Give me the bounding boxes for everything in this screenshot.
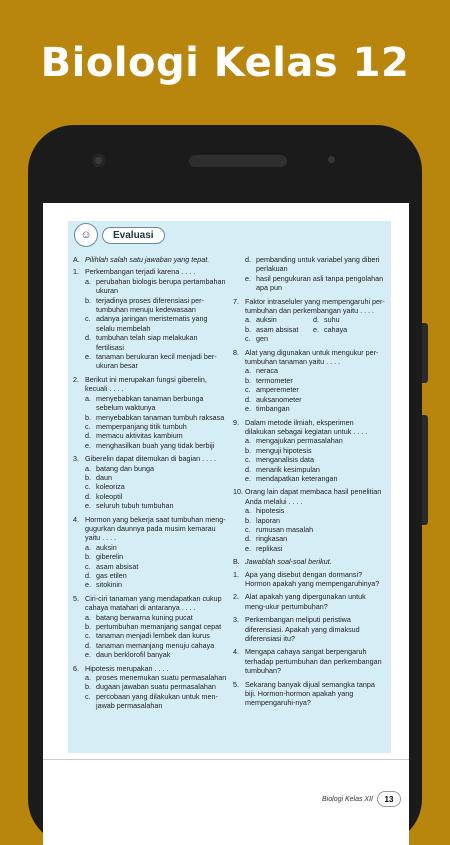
answer-option	[73, 543, 227, 552]
option-letter: e.	[245, 273, 251, 283]
question-9	[233, 418, 386, 484]
question-5	[73, 594, 227, 660]
question-stem	[73, 594, 227, 613]
answer-option	[313, 334, 381, 343]
option-letter: d.	[85, 491, 91, 501]
option-letter: e.	[245, 543, 251, 553]
phone-frame	[28, 125, 422, 845]
option-text: hipotesis	[256, 506, 285, 516]
option-text: pertumbuhan memanjang sangat cepat	[96, 622, 222, 632]
speaker-grille	[189, 155, 287, 167]
power-button	[422, 323, 428, 383]
question-3	[73, 454, 227, 510]
option-letter: d.	[245, 394, 251, 404]
question-number: 5.	[233, 679, 239, 689]
option-text: cahaya	[324, 324, 348, 334]
option-text: batang dan bunga	[96, 463, 154, 473]
answer-option	[73, 552, 227, 561]
option-letter: b.	[85, 472, 91, 482]
option-letter: b.	[245, 375, 251, 385]
option-letter: b.	[85, 682, 91, 692]
option-letter: b.	[85, 412, 91, 422]
question-text: Faktor intraseluler yang mempengaruhi per-tumbuhan dan perkembangan yaitu . . . .	[245, 296, 385, 316]
option-letter: e.	[85, 580, 91, 590]
question-text: Perkembangan terjadi karena . . . .	[85, 267, 196, 277]
essay-question	[233, 592, 386, 611]
option-text: daun	[96, 472, 112, 482]
answer-option	[233, 395, 386, 404]
question-text: Alat yang digunakan untuk mengukur per-tumbuhan tanaman yaitu . . . .	[245, 347, 379, 367]
answer-option	[73, 613, 227, 622]
section-a-letter: A.	[73, 255, 80, 264]
question-number: 4.	[73, 514, 79, 524]
option-letter: b.	[245, 515, 251, 525]
answer-option	[233, 525, 386, 534]
option-text: auksanometer	[256, 394, 302, 404]
option-letter: a.	[245, 366, 251, 376]
q6-continued	[233, 255, 386, 293]
option-letter: b.	[85, 295, 91, 305]
section-b-heading	[233, 557, 386, 566]
question-text: Mengapa cahaya sangat berpengaruh terhadap pertumbuhan dan perkembangan tumbuhan?	[245, 647, 382, 676]
answer-option	[233, 274, 386, 293]
answer-option	[73, 277, 227, 296]
option-text: termometer	[256, 375, 293, 385]
question-number: 9.	[233, 417, 239, 427]
option-text: mengajukan permasalahan	[256, 436, 343, 446]
option-text: replikasi	[256, 543, 283, 553]
option-row	[233, 334, 386, 343]
answer-option	[73, 422, 227, 431]
option-letter: e.	[85, 352, 91, 362]
answer-option	[233, 506, 386, 515]
question-number: 4.	[233, 647, 239, 657]
answer-option	[233, 436, 386, 445]
page-footer	[322, 791, 401, 807]
option-letter	[313, 334, 324, 343]
answer-option	[73, 352, 227, 371]
option-letter: a.	[245, 315, 251, 325]
question-number: 8.	[233, 347, 239, 357]
question-number: 6.	[73, 663, 79, 673]
option-letter: a.	[85, 393, 91, 403]
question-text: Sekarang banyak dijual semangka tanpa biji. Hormon-hormon apakah yang mempengaruhi-nya?	[245, 679, 375, 708]
option-row	[233, 325, 386, 334]
left-column	[73, 255, 227, 715]
option-letter: e.	[245, 404, 251, 414]
answer-option	[73, 394, 227, 413]
question-text: Hormon yang bekerja saat tumbuhan meng-gugurkan daunnya pada musim kemarau yaitu . . . .	[85, 514, 226, 543]
essay-stem	[233, 592, 386, 611]
answer-option	[233, 474, 386, 483]
left-questions	[73, 267, 227, 710]
option-text: seluruh tubuh tumbuhan	[96, 501, 174, 511]
footer-book-title: Biologi Kelas XII	[322, 795, 373, 803]
option-text: sitokinin	[96, 580, 122, 590]
answer-option	[73, 482, 227, 491]
option-letter: a.	[85, 612, 91, 622]
answer-option	[233, 366, 386, 375]
option-text: hasil pengukuran asli tanpa pengolahan apa pun	[256, 273, 384, 293]
option-letter: c.	[85, 421, 91, 431]
option-letter: e.	[85, 501, 91, 511]
question-4	[73, 515, 227, 590]
answer-option	[245, 325, 313, 334]
essay-question	[233, 647, 386, 675]
page-number: 13	[377, 791, 401, 807]
option-text: pembanding untuk variabel yang diberi perlakuan	[256, 255, 380, 274]
question-text: Berikut ini merupakan fungsi giberelin, kecuali . . . .	[85, 374, 207, 394]
answer-option	[73, 562, 227, 571]
question-text: Perkembangan meliputi peristiwa diferensiasi. Apakah yang dimaksud diferensiasi itu?	[245, 615, 360, 644]
option-text: batang berwarna kuning pucat	[96, 612, 193, 622]
option-letter: a.	[85, 542, 91, 552]
option-letter: e.	[85, 440, 91, 450]
question-stem	[73, 664, 227, 673]
option-text: menghasilkan buah yang tidak berbiji	[96, 440, 215, 450]
section-b-letter: B.	[233, 557, 240, 567]
section-header	[68, 221, 165, 249]
option-text: terjadinya proses diferensiasi per-tumbuhan menuju kedewasaan	[96, 295, 204, 315]
question-number: 5.	[73, 593, 79, 603]
option-text: perubahan biologis berupa pertambahan ukuran	[96, 276, 226, 296]
section-b-instruction: Jawablah soal-soal berikut.	[245, 557, 332, 567]
option-text: suhu	[324, 315, 340, 325]
question-1	[73, 267, 227, 370]
option-letter: a.	[85, 673, 91, 683]
question-text: Hipotesis merupakan . . . .	[85, 663, 169, 673]
answer-option	[73, 464, 227, 473]
answer-option	[73, 682, 227, 691]
option-text: tanaman menjadi lembek dan kurus	[96, 631, 210, 641]
section-title: Evaluasi	[102, 227, 165, 244]
option-text: menguji hipotesis	[256, 445, 312, 455]
right-column	[233, 255, 386, 712]
student-icon: ☺	[74, 223, 98, 247]
question-text: Alat apakah yang dipergunakan untuk meng-ukur pertumbuhan?	[245, 592, 366, 611]
option-letter: c.	[245, 334, 251, 344]
answer-option	[73, 296, 227, 315]
right-questions	[233, 348, 386, 554]
option-text: gas etilen	[96, 571, 127, 580]
option-text: auksin	[96, 542, 117, 552]
question-text: Apa yang disebut dengan dormansi? Hormon apakah yang mempengaruhinya?	[245, 569, 380, 588]
question-text: Ciri-ciri tanaman yang mendapatkan cukup cahaya matahari di antaranya . . . .	[85, 593, 222, 613]
option-text: tanaman memanjang menuju cahaya	[96, 640, 215, 650]
banner	[0, 0, 450, 125]
question-number: 2.	[73, 374, 79, 384]
answer-option	[233, 255, 386, 274]
option-row	[233, 315, 386, 324]
option-text: menarik kesimpulan	[256, 464, 320, 474]
option-letter: b.	[85, 552, 91, 562]
phone-screen[interactable]	[43, 203, 409, 845]
essay-questions	[233, 570, 386, 708]
question-6	[73, 664, 227, 711]
essay-stem	[233, 680, 386, 708]
essay-question	[233, 570, 386, 589]
option-letter: b.	[85, 622, 91, 632]
page-divider	[43, 759, 409, 760]
answer-option	[73, 473, 227, 482]
answer-option	[73, 501, 227, 510]
answer-option	[233, 516, 386, 525]
option-text: tumbuhan telah siap melakukan fertilisasi	[96, 333, 198, 352]
option-text: koleoptil	[96, 491, 123, 501]
option-letter: c.	[85, 314, 91, 324]
answer-option	[73, 333, 227, 352]
question-text: Orang lain dapat membaca hasil penelitian Anda melalui . . . .	[245, 487, 382, 506]
option-text: rumusan masalah	[256, 524, 314, 534]
option-letter: c.	[85, 691, 91, 701]
section-a-instruction: Pilihlah salah satu jawaban yang tepat.	[85, 255, 210, 264]
option-text: memacu aktivitas kambium	[96, 431, 183, 441]
answer-option	[233, 404, 386, 413]
option-text: adanya jaringan meristematis yang selalu membelah	[96, 314, 208, 333]
option-letter: a.	[85, 276, 91, 286]
option-text: gen	[256, 334, 268, 344]
question-stem	[73, 454, 227, 463]
answer-option	[73, 441, 227, 450]
option-text: percobaan yang dilakukan untuk men-jawab permasalahan	[96, 691, 218, 711]
option-letter: c.	[245, 524, 251, 534]
essay-stem	[233, 647, 386, 675]
option-letter: a.	[85, 463, 91, 473]
question-number: 3.	[73, 454, 79, 464]
question-stem	[233, 418, 386, 437]
option-letter: c.	[85, 482, 91, 492]
option-letter: d.	[85, 431, 91, 441]
option-text: menyebabkan tanaman tumbuh raksasa	[96, 412, 225, 422]
option-text: memperpanjang titik tumbuh	[96, 421, 187, 431]
option-letter: b.	[245, 324, 251, 334]
option-text: asam absisat	[96, 561, 139, 571]
option-text: timbangan	[256, 404, 290, 414]
option-text: koleoriza	[96, 482, 125, 492]
question-2	[73, 375, 227, 450]
option-text: neraca	[256, 366, 278, 376]
answer-option	[73, 492, 227, 501]
answer-option	[313, 325, 381, 334]
question-number: 7.	[233, 296, 239, 306]
question-stem	[233, 348, 386, 367]
option-text: mendapatkan keterangan	[256, 473, 338, 483]
option-text: auksin	[256, 315, 277, 325]
option-letter: d.	[85, 333, 91, 343]
option-text: daun berklorofil banyak	[96, 650, 171, 660]
essay-question	[233, 680, 386, 708]
question-number: 1.	[233, 569, 239, 579]
question-text: Giberelin dapat ditemukan di bagian . . . .	[85, 454, 217, 464]
option-letter: d.	[85, 571, 91, 580]
option-letter: d.	[245, 464, 251, 474]
section-a-heading	[73, 255, 227, 264]
answer-option	[233, 465, 386, 474]
answer-option	[233, 544, 386, 553]
option-letter: a.	[245, 506, 251, 516]
answer-option	[73, 431, 227, 440]
answer-option	[73, 692, 227, 711]
option-text: menganalisis data	[256, 455, 314, 465]
question-number: 1.	[73, 267, 79, 277]
question-stem	[73, 267, 227, 276]
answer-option	[73, 580, 227, 589]
banner-title: Biologi Kelas 12	[40, 39, 410, 86]
q6-options-continued	[233, 255, 386, 293]
answer-option	[73, 571, 227, 580]
answer-option	[245, 334, 313, 343]
answer-option	[73, 314, 227, 333]
option-text: giberelin	[96, 552, 124, 562]
option-text: menyebabkan tanaman berbunga sebelum waktunya	[96, 393, 204, 413]
option-text: amperemeter	[256, 385, 299, 395]
answer-option	[73, 673, 227, 682]
answer-option	[73, 631, 227, 640]
answer-option	[73, 622, 227, 631]
answer-option	[313, 315, 381, 324]
question-8	[233, 348, 386, 414]
option-text: proses menemukan suatu permasalahan	[96, 673, 227, 683]
option-letter: e.	[85, 650, 91, 660]
essay-stem	[233, 570, 386, 589]
question-text: Dalam metode ilmiah, eksperimen dilakukan sebagai kegiatan untuk . . . .	[245, 417, 368, 436]
option-letter: c.	[245, 385, 251, 395]
question-stem	[73, 375, 227, 394]
option-letter: d.	[85, 640, 91, 650]
option-letter: d.	[245, 534, 251, 544]
answer-option	[233, 376, 386, 385]
option-letter: b.	[245, 445, 251, 455]
option-letter: e.	[245, 473, 251, 483]
question-number: 2.	[233, 592, 239, 602]
essay-stem	[233, 615, 386, 643]
option-letter: c.	[245, 455, 251, 465]
option-text: ringkasan	[256, 534, 288, 544]
option-letter: d.	[245, 255, 251, 264]
question-7	[233, 297, 386, 344]
answer-option	[73, 650, 227, 659]
q7-options	[233, 315, 386, 343]
question-stem	[233, 487, 386, 506]
answer-option	[73, 641, 227, 650]
option-text: asam absisat	[256, 324, 299, 334]
answer-option	[233, 385, 386, 394]
answer-option	[73, 413, 227, 422]
option-letter: e.	[313, 324, 319, 334]
answer-option	[233, 534, 386, 543]
option-text: laporan	[256, 515, 280, 525]
answer-option	[233, 446, 386, 455]
option-text: dugaan jawaban suatu permasalahan	[96, 682, 216, 692]
essay-question	[233, 615, 386, 643]
option-letter: c.	[85, 631, 91, 641]
question-number: 3.	[233, 615, 239, 625]
answer-option	[233, 455, 386, 464]
option-letter: a.	[245, 436, 251, 446]
option-text: tanaman berukuran kecil menjadi ber-ukuran besar	[96, 352, 217, 371]
sensor-dot	[328, 156, 335, 163]
option-letter: c.	[85, 561, 91, 571]
question-number: 10.	[233, 487, 243, 497]
question-10	[233, 487, 386, 553]
option-letter: d.	[313, 315, 319, 325]
evaluation-sheet	[68, 221, 391, 753]
answer-option	[245, 315, 313, 324]
camera-icon	[92, 154, 105, 167]
question-stem	[73, 515, 227, 543]
volume-button	[422, 415, 428, 525]
